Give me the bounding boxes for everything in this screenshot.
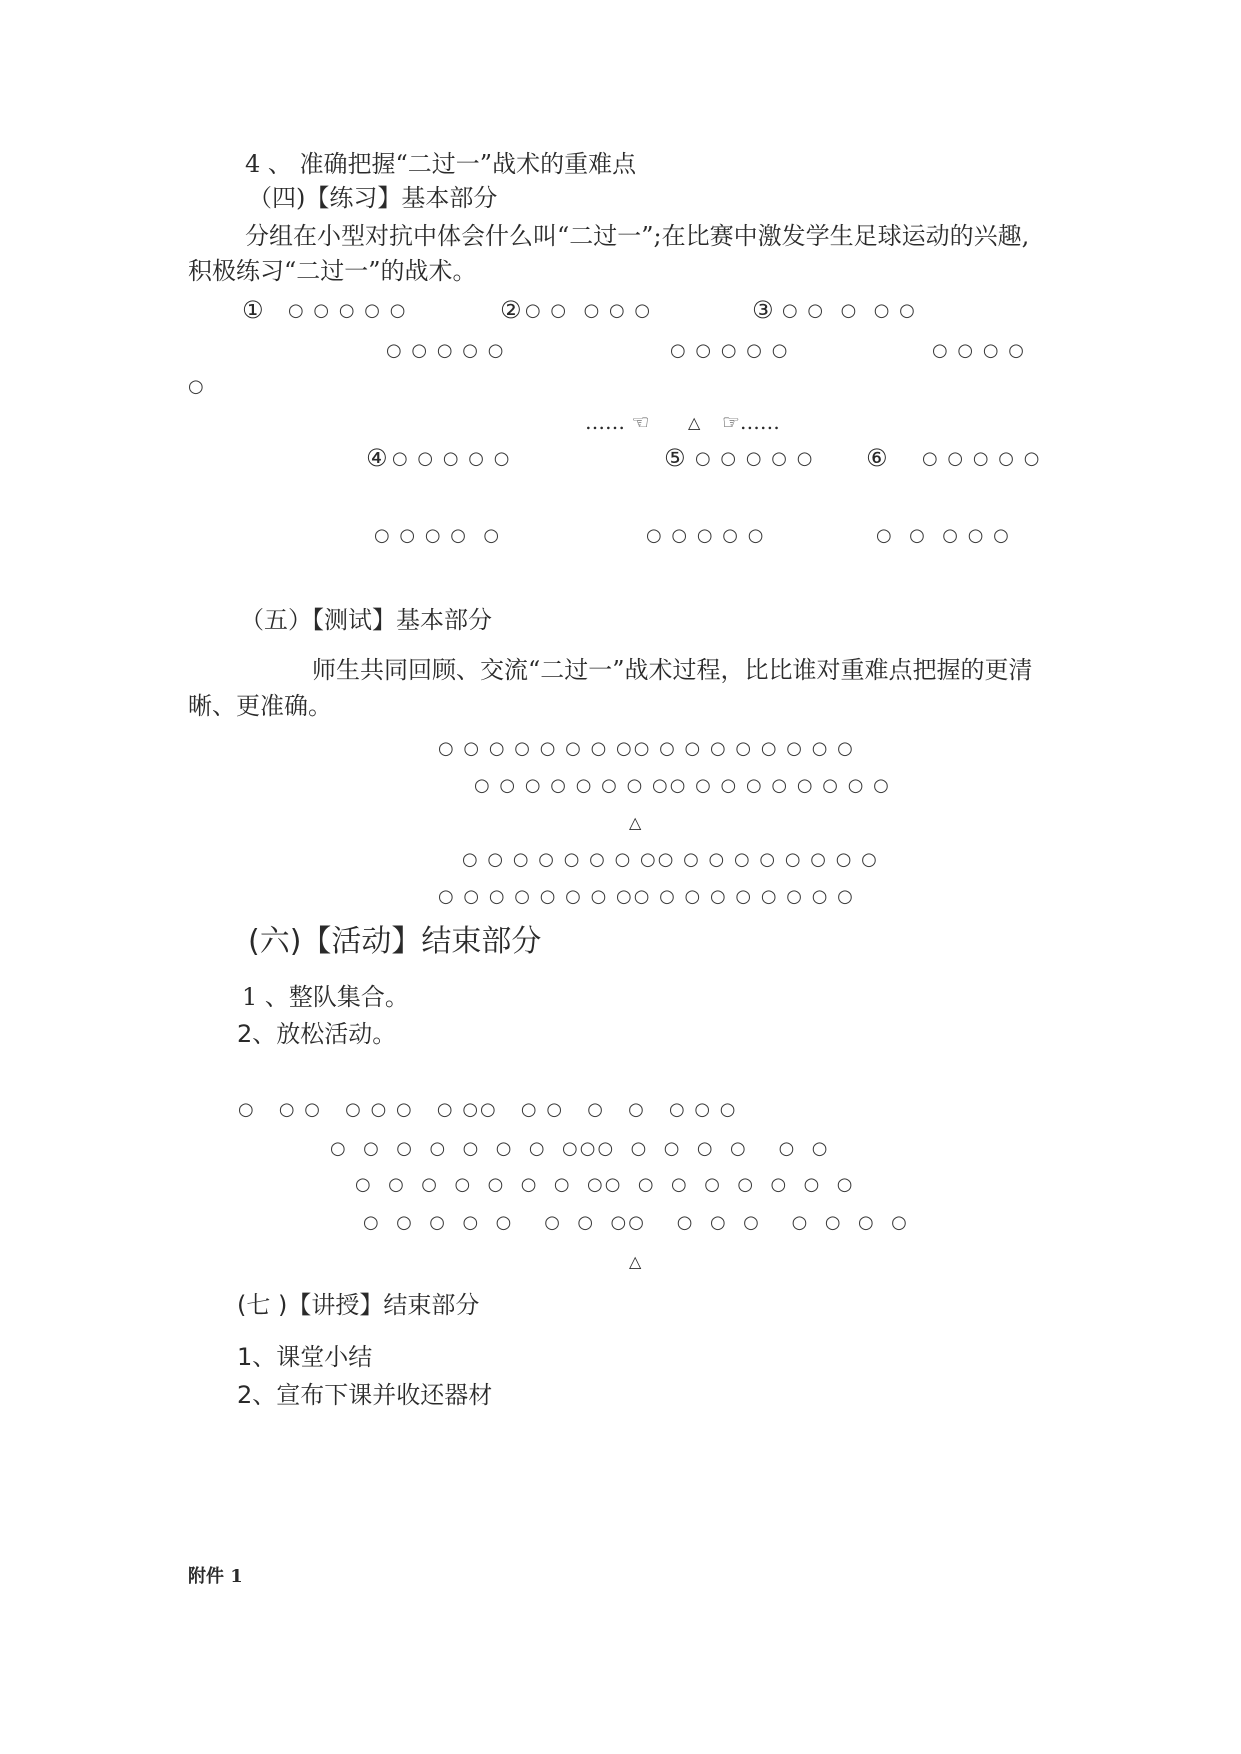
section4-para-line1: 分组在小型对抗中体会什么叫“二过一”;在比赛中激发学生足球运动的兴趣, [245,222,1030,250]
section7-item2: 2、宣布下课并收还器材 [237,1381,493,1409]
group1-bottom-row: ○ ○ ○ ○ ○ [386,340,506,361]
teacher-triangle-icon: △ [688,413,701,432]
formation-row-3: ○ ○ ○ ○ ○ ○ ○ ○○ ○ ○ ○ ○ ○ ○ ○ ○ [462,849,879,870]
section4-item4: 4 、 准确把握“二过一”战术的重难点 [245,150,637,178]
section7-item1: 1、课堂小结 [237,1343,373,1371]
group6-bottom-row: ○ ○ ○ ○ ○ [876,525,1011,546]
section4-para-line2: 积极练习“二过一”的战术。 [188,257,477,285]
relax-row-4: ○ ○ ○ ○ ○ ○ ○ ○○ ○ ○ ○ ○ ○ ○ ○ [363,1212,909,1233]
teacher-triangle-icon: △ [629,813,642,832]
section5-heading: （五）【测试】基本部分 [240,606,492,634]
relax-row-3: ○ ○ ○ ○ ○ ○ ○ ○○ ○ ○ ○ ○ ○ ○ ○ [355,1174,855,1195]
group5-top-row: ○ ○ ○ ○ ○ [695,448,815,469]
group3-label: ③ [752,296,774,324]
group1-label: ① [242,296,264,324]
formation-row-2: ○ ○ ○ ○ ○ ○ ○ ○○ ○ ○ ○ ○ ○ ○ ○ ○ [474,775,891,796]
attachment-label: 附件 1 [188,1566,243,1587]
section6-item1: 1 、整队集合。 [242,983,409,1011]
group1-top-row: ○ ○ ○ ○ ○ [288,300,408,321]
group2-top-row: ○ ○ ○ ○ ○ [525,300,653,321]
relax-row-2: ○ ○ ○ ○ ○ ○ ○ ○○○ ○ ○ ○ ○ ○ ○ [330,1138,830,1159]
stray-player: ○ [188,376,206,397]
group6-top-row: ○ ○ ○ ○ ○ [922,448,1042,469]
formation-row-4: ○ ○ ○ ○ ○ ○ ○ ○○ ○ ○ ○ ○ ○ ○ ○ ○ [438,886,855,907]
group2-label: ② [500,296,522,324]
group4-bottom-row: ○ ○ ○ ○ ○ [374,525,502,546]
group4-top-row: ○ ○ ○ ○ ○ [392,448,512,469]
group5-label: ⑤ [664,444,686,472]
section6-item2: 2、放松活动。 [237,1020,397,1048]
group2-bottom-row: ○ ○ ○ ○ ○ [670,340,790,361]
section6-heading: (六)【活动】结束部分 [248,924,542,959]
section5-para-line1: 师生共同回顾、交流“二过一”战术过程，比比谁对重难点把握的更清 [312,656,1033,684]
relax-row-1: ○ ○ ○ ○ ○ ○ ○ ○○ ○ ○ ○ ○ ○ ○ ○ [238,1099,738,1120]
teacher-arrows-left: …… ☜ [585,410,650,434]
group5-bottom-row: ○ ○ ○ ○ ○ [646,525,766,546]
teacher-triangle-icon: △ [629,1252,642,1271]
group3-bottom-row: ○ ○ ○ ○ [932,340,1026,361]
group4-label: ④ [366,444,388,472]
group3-top-row: ○ ○ ○ ○ ○ [782,300,917,321]
formation-row-1: ○ ○ ○ ○ ○ ○ ○ ○○ ○ ○ ○ ○ ○ ○ ○ ○ [438,738,855,759]
section5-para-line2: 晰、更准确。 [188,692,332,720]
teacher-arrows-right: ☞…… [722,410,780,434]
group6-label: ⑥ [866,444,888,472]
section4-heading: （四)【练习】基本部分 [248,184,498,212]
section7-heading: (七 )【讲授】结束部分 [237,1291,480,1319]
